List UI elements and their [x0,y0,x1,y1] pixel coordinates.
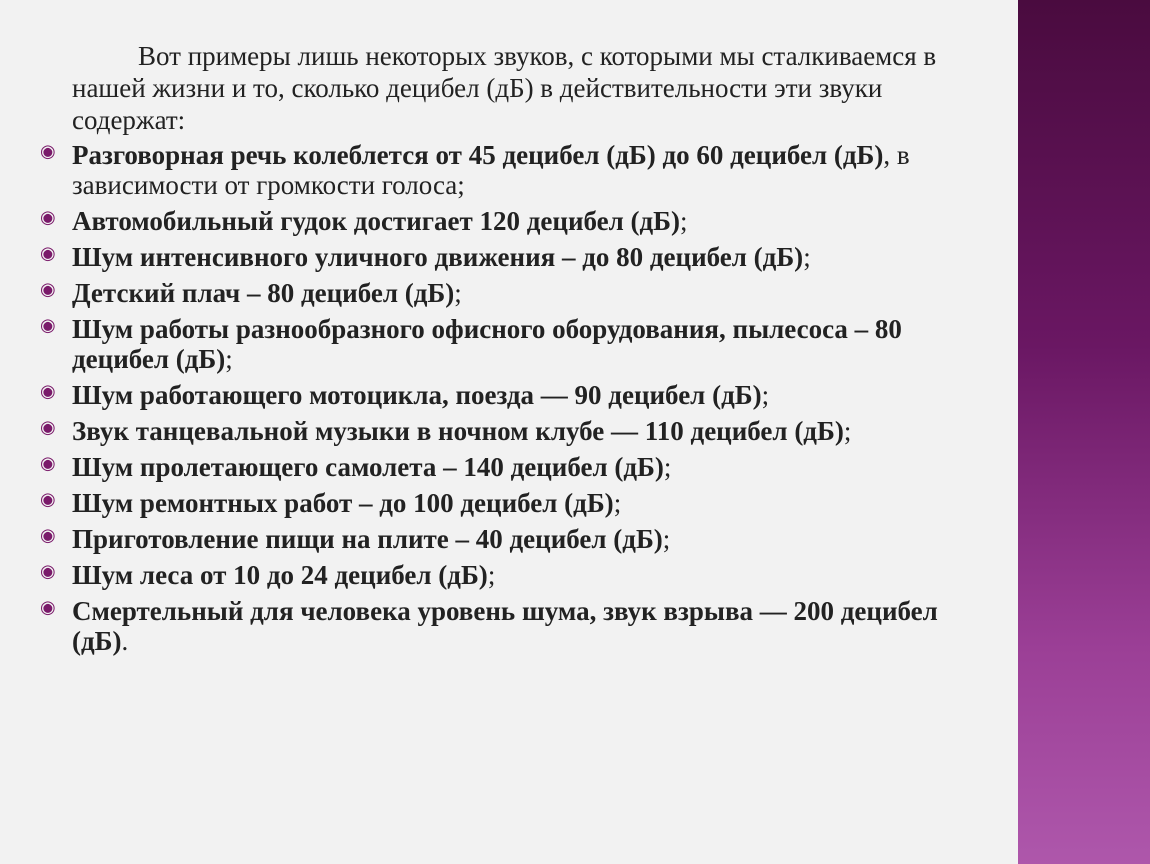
item-bold-text: Звук танцевальной музыки в ночном клубе — 110 децибел (дБ) [72,416,844,446]
item-rest-text: ; [662,524,671,554]
list-item [40,488,984,518]
item-rest-text: ; [663,452,672,482]
item-bold-text: Смертельный для человека уровень шума, звук взрыва — 200 децибел (дБ) [72,596,938,656]
list-item [40,524,984,554]
circle-target-icon: ◉ [40,207,56,228]
list-item [40,314,984,374]
intro-paragraph: Вот примеры лишь некоторых звуков, с которыми мы сталкиваемся в нашей жизни и то, сколько децибел (дБ) в действительности эти звуки содержат: [72,41,937,135]
item-bold-text: Шум пролетающего самолета – 140 децибел (дБ) [72,452,664,482]
list-item [40,140,984,200]
circle-target-icon: ◉ [40,417,56,438]
list-item [40,206,984,236]
decorative-side-band [1018,0,1150,864]
list-item [40,416,984,446]
item-rest-text: ; [680,206,688,236]
item-rest-text: ; [225,344,233,374]
item-rest-text: ; [761,380,770,410]
circle-target-icon: ◉ [40,597,56,618]
circle-target-icon: ◉ [40,243,56,264]
circle-target-icon: ◉ [40,561,56,582]
item-bold-text: Шум ремонтных работ – до 100 децибел (дБ) [72,488,614,518]
list-item [40,380,984,410]
circle-target-icon: ◉ [40,381,56,402]
item-rest-text: ; [454,278,462,308]
item-bold-text: Шум работающего мотоцикла, поезда — 90 децибел (дБ) [72,380,762,410]
item-bold-text: Разговорная речь колеблется от 45 децибел (дБ) до 60 децибел (дБ) [72,140,884,170]
circle-target-icon: ◉ [40,279,56,300]
circle-target-icon: ◉ [40,525,56,546]
circle-target-icon: ◉ [40,453,56,474]
list-item [40,242,984,272]
item-rest-text: ; [803,242,811,272]
item-bold-text: Детский плач – 80 децибел (дБ) [72,278,455,308]
item-rest-text: ; [613,488,622,518]
item-bold-text: Шум интенсивного уличного движения – до 80 децибел (дБ) [72,242,804,272]
item-bold-text: Шум леса от 10 до 24 децибел (дБ) [72,560,488,590]
circle-target-icon: ◉ [40,489,56,510]
item-rest-text: ; [487,560,496,590]
list-item [40,596,984,656]
item-rest-text: . [121,626,129,656]
circle-target-icon: ◉ [40,315,56,336]
text-block [40,40,984,662]
item-rest-text: , в зависимости от громкости голоса; [72,140,910,200]
item-bold-text: Приготовление пищи на плите – 40 децибел (дБ) [72,524,663,554]
item-rest-text: ; [843,416,852,446]
item-bold-text: Автомобильный гудок достигает 120 децибел (дБ) [72,206,681,236]
list-item [40,560,984,590]
list-item [40,278,984,308]
item-bold-text: Шум работы разнообразного офисного оборудования, пылесоса – 80 децибел (дБ) [72,314,902,374]
sound-list [40,140,984,656]
circle-target-icon: ◉ [40,141,56,162]
list-item [40,452,984,482]
